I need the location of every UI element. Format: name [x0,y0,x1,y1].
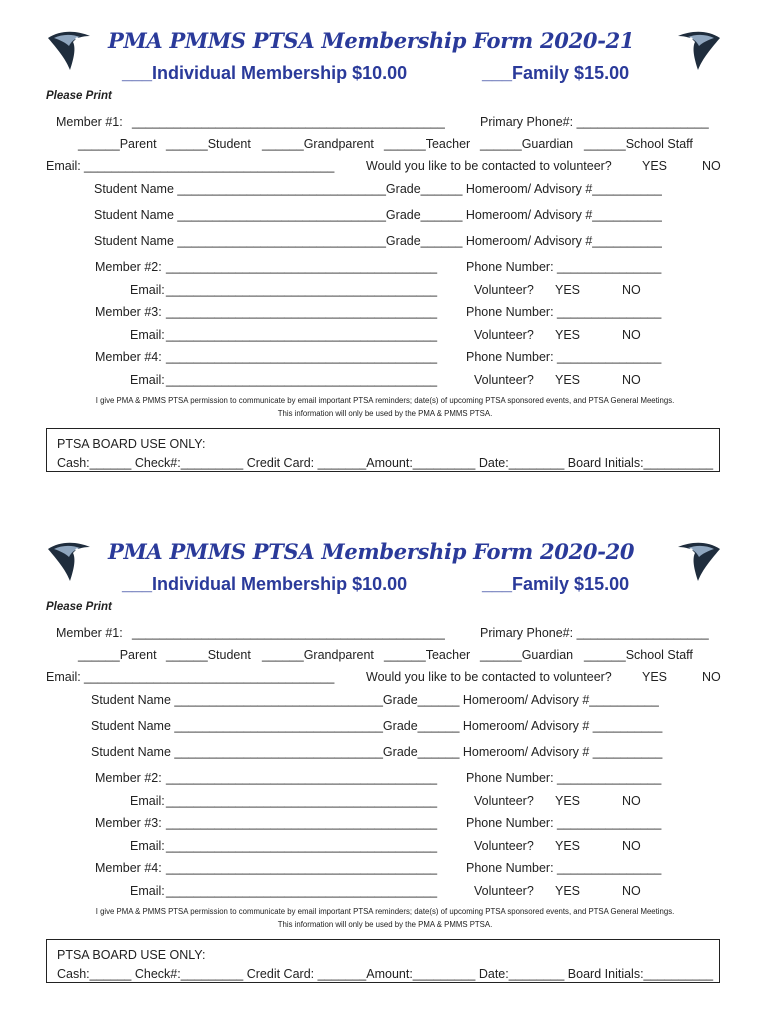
member2-volunteer-label: Volunteer? [474,794,534,808]
primary-phone-field[interactable]: Primary Phone#: ___________________ [480,115,709,129]
student-row-2[interactable]: Student Name ______________________________Grade______ Homeroom/ Advisory #__________ [94,208,662,222]
member4-label: Member #4: [95,350,162,364]
volunteer-yes-option[interactable]: YES [642,670,668,684]
student-row-3[interactable]: Student Name ______________________________Grade______ Homeroom/ Advisory # __________ [91,745,663,759]
member2-email-label: Email: [130,794,165,808]
member2-no-option[interactable]: NO [622,794,641,808]
role-grandparent[interactable]: ______Grandparent [262,137,374,151]
volunteer-no-option[interactable]: NO [702,670,721,684]
member2-phone-field[interactable]: Phone Number: _______________ [466,260,662,274]
family-membership-option[interactable]: ___Family $15.00 [482,574,630,594]
role-school-staff[interactable]: ______School Staff [584,648,693,662]
privacy-note: This information will only be used by the PMA & PMMS PTSA. [277,920,493,929]
member3-no-option[interactable]: NO [622,839,641,853]
role-teacher[interactable]: ______Teacher [384,648,471,662]
board-use-box [46,428,720,472]
board-use-fields[interactable]: Cash:______ Check#:_________ Credit Card: _______Amount:_________ Date:________ Board Initials:__________ [57,967,714,981]
member3-email-field[interactable]: _______________________________________ [166,328,438,342]
student-row-3[interactable]: Student Name ______________________________Grade______ Homeroom/ Advisory #__________ [94,234,662,248]
member3-phone-field[interactable]: Phone Number: _______________ [466,305,662,319]
volunteer-yes-option[interactable]: YES [642,159,668,173]
email-field[interactable]: ____________________________________ [84,670,335,684]
member2-phone-field[interactable]: Phone Number: _______________ [466,771,662,785]
privacy-note: This information will only be used by the PMA & PMMS PTSA. [277,409,493,418]
volunteer-no-option[interactable]: NO [702,159,721,173]
individual-membership-option[interactable]: ___Individual Membership $10.00 [122,574,408,594]
volunteer-question: Would you like to be contacted to volunteer? [366,159,612,173]
member4-no-option[interactable]: NO [622,373,641,387]
member4-label: Member #4: [95,861,162,875]
role-student[interactable]: ______Student [166,648,251,662]
family-membership-option[interactable]: ___Family $15.00 [482,63,630,83]
member1-name-field[interactable]: _____________________________________________ [132,626,445,640]
member4-email-label: Email: [130,884,165,898]
member3-phone-field[interactable]: Phone Number: _______________ [466,816,662,830]
membership-form-1 [0,0,770,510]
member3-email-label: Email: [130,328,165,342]
falcon-logo-icon [676,537,722,583]
board-use-box [46,939,720,983]
member2-name-field[interactable]: _______________________________________ [166,260,438,274]
falcon-logo-icon [676,26,722,72]
member2-name-field[interactable]: _______________________________________ [166,771,438,785]
member3-name-field[interactable]: _______________________________________ [166,816,438,830]
member2-yes-option[interactable]: YES [555,794,581,808]
member4-email-label: Email: [130,373,165,387]
role-guardian[interactable]: ______Guardian [480,137,574,151]
member4-yes-option[interactable]: YES [555,884,581,898]
please-print-label: Please Print [46,601,112,613]
individual-membership-option[interactable]: ___Individual Membership $10.00 [122,63,408,83]
member4-volunteer-label: Volunteer? [474,373,534,387]
member4-phone-field[interactable]: Phone Number: _______________ [466,350,662,364]
member3-volunteer-label: Volunteer? [474,839,534,853]
form-title: PMA PMMS PTSA Membership Form 2020-21 [108,28,635,53]
member1-label: Member #1: [56,115,123,129]
role-parent[interactable]: ______Parent [78,137,157,151]
member2-volunteer-label: Volunteer? [474,283,534,297]
role-teacher[interactable]: ______Teacher [384,137,471,151]
member3-label: Member #3: [95,305,162,319]
member2-no-option[interactable]: NO [622,283,641,297]
role-parent[interactable]: ______Parent [78,648,157,662]
member4-phone-field[interactable]: Phone Number: _______________ [466,861,662,875]
permission-text: I give PMA & PMMS PTSA permission to communicate by email important PTSA reminders; date(s) of upcoming PTSA sponsored events, and PTSA General Meetings. [95,907,675,916]
member4-name-field[interactable]: _______________________________________ [166,861,438,875]
student-row-1[interactable]: Student Name ______________________________Grade______ Homeroom/ Advisory #__________ [94,182,662,196]
board-use-title: PTSA BOARD USE ONLY: [57,437,206,451]
member4-volunteer-label: Volunteer? [474,884,534,898]
member1-name-field[interactable]: _____________________________________________ [132,115,445,129]
member4-name-field[interactable]: _______________________________________ [166,350,438,364]
member3-yes-option[interactable]: YES [555,839,581,853]
member3-volunteer-label: Volunteer? [474,328,534,342]
email-label: Email: [46,670,81,684]
member4-email-field[interactable]: _______________________________________ [166,884,438,898]
student-row-2[interactable]: Student Name ______________________________Grade______ Homeroom/ Advisory # __________ [91,719,663,733]
member3-yes-option[interactable]: YES [555,328,581,342]
falcon-logo-icon [46,26,92,72]
member4-email-field[interactable]: _______________________________________ [166,373,438,387]
board-use-title: PTSA BOARD USE ONLY: [57,948,206,962]
role-grandparent[interactable]: ______Grandparent [262,648,374,662]
membership-form-2 [0,511,770,1021]
member4-no-option[interactable]: NO [622,884,641,898]
member2-email-field[interactable]: _______________________________________ [166,283,438,297]
role-guardian[interactable]: ______Guardian [480,648,574,662]
volunteer-question: Would you like to be contacted to volunteer? [366,670,612,684]
member2-email-label: Email: [130,283,165,297]
please-print-label: Please Print [46,90,112,102]
email-field[interactable]: ____________________________________ [84,159,335,173]
member2-label: Member #2: [95,771,162,785]
member3-email-field[interactable]: _______________________________________ [166,839,438,853]
member2-email-field[interactable]: _______________________________________ [166,794,438,808]
email-label: Email: [46,159,81,173]
board-use-fields[interactable]: Cash:______ Check#:_________ Credit Card: _______Amount:_________ Date:________ Board Initials:__________ [57,456,714,470]
role-school-staff[interactable]: ______School Staff [584,137,693,151]
student-row-1[interactable]: Student Name ______________________________Grade______ Homeroom/ Advisory #__________ [91,693,659,707]
member3-label: Member #3: [95,816,162,830]
member2-label: Member #2: [95,260,162,274]
falcon-logo-icon [46,537,92,583]
form-title: PMA PMMS PTSA Membership Form 2020-20 [108,539,635,564]
member3-no-option[interactable]: NO [622,328,641,342]
primary-phone-field[interactable]: Primary Phone#: ___________________ [480,626,709,640]
member1-label: Member #1: [56,626,123,640]
permission-text: I give PMA & PMMS PTSA permission to communicate by email important PTSA reminders; date(s) of upcoming PTSA sponsored events, and PTSA General Meetings. [95,396,675,405]
role-student[interactable]: ______Student [166,137,251,151]
member3-name-field[interactable]: _______________________________________ [166,305,438,319]
member4-yes-option[interactable]: YES [555,373,581,387]
member2-yes-option[interactable]: YES [555,283,581,297]
member3-email-label: Email: [130,839,165,853]
